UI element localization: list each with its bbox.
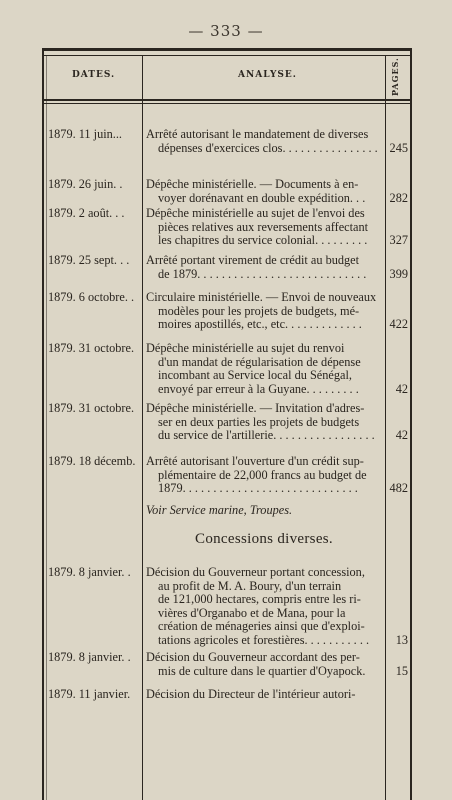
entry-date: 1879. 18 décemb. — [48, 454, 136, 468]
analysis-line: Dépêche ministérielle au sujet du renvoi — [146, 342, 345, 355]
entry-date: 1879. 26 juin. . — [48, 177, 123, 191]
analysis-line: mis de culture dans le quartier d'Oyapock. — [158, 664, 366, 678]
analysis-line: dépenses d'exercices clos. . . . . . . . . . . . . . . . — [158, 141, 378, 155]
pages-column-divider — [385, 55, 386, 800]
analysis-line: Dépêche ministérielle au sujet de l'envoi des — [146, 207, 365, 220]
entry-analysis — [146, 651, 378, 678]
entry-date: 1879. 11 juin... — [48, 127, 123, 141]
analysis-line: de 1879. . . . . . . . . . . . . . . . . . . . . . . . . . . . — [158, 267, 367, 281]
analysis-line: Dépêche ministérielle. — Documents à en- — [146, 178, 359, 191]
analysis-line: Décision du Directeur de l'intérieur autori- — [146, 688, 356, 701]
analysis-line: au profit de M. A. Boury, d'un terrain — [158, 579, 342, 593]
entry-date: 1879. 6 octobre. . — [48, 290, 135, 304]
entry-date: 1879. 11 janvier. — [48, 687, 131, 701]
header-analyse: ANALYSE. — [238, 70, 297, 80]
analysis-line: vières d'Organabo et de Mana, pour la — [158, 606, 346, 620]
entry-page: 15 — [395, 663, 408, 678]
analysis-line: incombant au Service local du Sénégal, — [158, 369, 352, 383]
entry-date: 1879. 8 janvier. . — [48, 650, 131, 664]
entry-page: 422 — [389, 317, 408, 332]
entry-date: 1879. 8 janvier. . — [48, 565, 131, 579]
entry-date: 1879. 31 octobre. — [48, 401, 135, 415]
analysis-line: Décision du Gouverneur accordant des per- — [146, 651, 360, 664]
header-pages: PAGES. — [390, 57, 400, 96]
analysis-line: création de ménageries ainsi que d'exploi- — [158, 620, 365, 634]
analysis-line: les chapitres du service colonial. . . . . . . . . — [158, 234, 368, 248]
analysis-line: 1879. . . . . . . . . . . . . . . . . . . . . . . . . . . . . — [158, 482, 358, 496]
entry-page: 42 — [395, 381, 408, 396]
entry-analysis — [146, 254, 378, 281]
header-dates: DATES. — [72, 70, 116, 80]
analysis-line: Arrêté portant virement de crédit au budget — [146, 254, 360, 267]
analysis-line: Arrêté autorisant l'ouverture d'un crédit sup- — [146, 455, 364, 468]
analysis-line: plémentaire de 22,000 francs au budget de — [158, 468, 367, 482]
analysis-line: du service de l'artillerie. . . . . . . . . . . . . . . . . — [158, 429, 375, 443]
analysis-line: ser en deux parties les projets de budgets — [158, 415, 360, 429]
header-rule-bottom — [42, 99, 412, 101]
entry-page: 13 — [395, 633, 408, 647]
left-border — [42, 48, 44, 800]
entry-date: 1879. 2 août. . . — [48, 206, 125, 220]
analysis-line: tations agricoles et forestières. . . . . . . . . . . — [158, 633, 370, 647]
analysis-line: Arrêté autorisant le mandatement de diverses — [146, 128, 369, 141]
entry-analysis — [146, 566, 378, 648]
entry-page: 245 — [389, 140, 408, 155]
section-title: Concessions diverses. — [195, 531, 333, 547]
entry-date: 1879. 31 octobre. — [48, 341, 135, 355]
entry-analysis — [146, 455, 378, 496]
header-rule-bottom2 — [42, 103, 412, 104]
entry-analysis — [146, 342, 378, 396]
entry-analysis — [146, 207, 378, 248]
entry-date: 1879. 25 sept. . . — [48, 253, 130, 267]
header-rule-top — [42, 55, 412, 56]
analysis-line: modèles pour les projets de budgets, mé- — [158, 304, 360, 318]
entry-analysis — [146, 688, 378, 702]
analysis-line: Dépêche ministérielle. — Invitation d'adres- — [146, 402, 365, 415]
entry-analysis — [146, 402, 378, 443]
analysis-line: moires apostillés, etc., etc. . . . . . . . . . . . . — [158, 318, 362, 332]
analysis-line: Décision du Gouverneur portant concession, — [146, 566, 365, 579]
analysis-line: d'un mandat de régularisation de dépense — [158, 355, 361, 369]
entry-page: 42 — [395, 428, 408, 443]
entry-analysis — [146, 291, 378, 332]
left-border-inner — [46, 55, 47, 800]
analysis-line: voyer dorénavant en double expédition. . . — [158, 191, 366, 205]
entry-page: 327 — [389, 233, 408, 248]
entry-page: 482 — [389, 481, 408, 496]
entry-analysis — [146, 178, 378, 205]
analysis-line: de 121,000 hectares, compris entre les ri- — [158, 593, 361, 607]
entry-page: 282 — [389, 190, 408, 205]
top-rule — [42, 48, 412, 51]
entry-analysis — [146, 128, 378, 155]
page-number: — 333 — — [188, 22, 264, 40]
entry-page: 399 — [389, 266, 408, 281]
analysis-line: envoyé par erreur à la Guyane. . . . . . . . . — [158, 382, 359, 396]
right-border — [410, 48, 412, 800]
see-also: Voir Service marine, Troupes. — [146, 503, 293, 517]
analysis-line: Circulaire ministérielle. — Envoi de nouveaux — [146, 291, 377, 304]
analysis-line: pièces relatives aux reversements affectant — [158, 220, 369, 234]
